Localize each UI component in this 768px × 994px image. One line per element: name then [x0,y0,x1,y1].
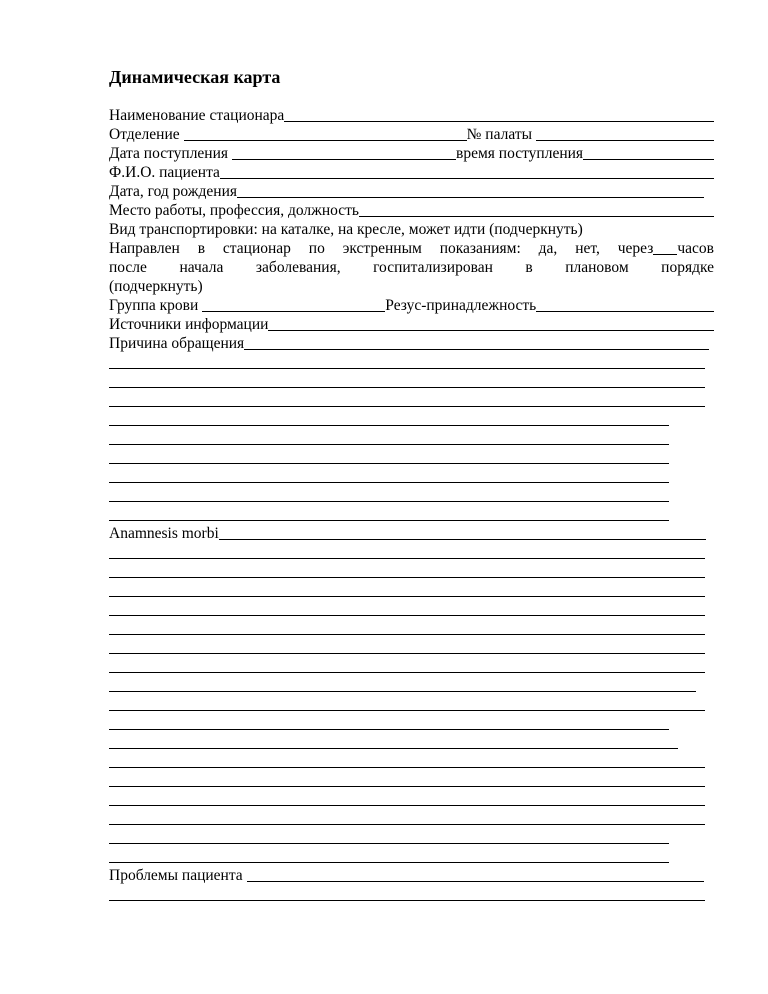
reason-blank-line[interactable] [109,486,714,505]
admission-date-line[interactable] [232,159,456,160]
problems-label: Проблемы пациента [109,867,243,884]
reason-blank-line[interactable] [109,429,714,448]
department-row [109,125,714,144]
reason-line[interactable] [244,349,709,350]
anamnesis-blank-line[interactable] [109,619,714,638]
department-label: Отделение [109,126,180,143]
anamnesis-row [109,524,714,543]
anamnesis-blank-line[interactable] [109,600,714,619]
blood-group-line[interactable] [202,311,385,312]
referral-text-a: Направлен в стационар по экстренным показаниям: да, нет, через [109,240,654,257]
blood-group-label: Группа крови [109,297,199,314]
hospital-name-line[interactable] [284,121,714,122]
admission-date-label: Дата поступления [109,145,229,162]
reason-blank-line[interactable] [109,372,714,391]
reason-blank-line[interactable] [109,505,714,524]
info-sources-label: Источники информации [109,316,269,333]
admission-time-label: время поступления [456,145,584,162]
admission-row [109,144,714,163]
anamnesis-blank-line[interactable] [109,790,714,809]
reason-blank-line[interactable] [109,391,714,410]
form-page [109,66,714,904]
referral-text-3: (подчеркнуть) [109,278,203,295]
reason-blank-line[interactable] [109,467,714,486]
anamnesis-blank-line[interactable] [109,714,714,733]
patient-name-label: Ф.И.О. пациента [109,164,220,181]
anamnesis-blank-line[interactable] [109,771,714,790]
ward-line[interactable] [536,140,714,141]
info-sources-row [109,315,714,334]
problems-blank-line[interactable] [109,885,714,904]
reason-label: Причина обращения [109,335,245,352]
rh-label: Резус-принадлежность [385,297,537,314]
workplace-row [109,201,714,220]
birth-date-label: Дата, год рождения [109,183,237,200]
patient-name-line[interactable] [220,178,714,179]
hospital-name-row [109,106,714,125]
anamnesis-label: Anamnesis morbi [109,525,219,542]
page-title: Динамическая карта [109,67,281,87]
anamnesis-blank-line[interactable] [109,581,714,600]
problems-row [109,866,714,885]
anamnesis-blank-line[interactable] [109,543,714,562]
transport-line: Вид транспортировки: на каталке, на кресле, может идти (подчеркнуть) [109,221,583,238]
anamnesis-blank-line[interactable] [109,676,714,695]
anamnesis-blank-line[interactable] [109,809,714,828]
blood-row [109,296,714,315]
ward-label: № палаты [466,126,533,143]
anamnesis-blank-line[interactable] [109,638,714,657]
reason-blank-line[interactable] [109,448,714,467]
problems-line[interactable] [247,881,704,882]
workplace-label: Место работы, профессия, должность [109,202,359,219]
referral-row-1 [109,239,714,258]
referral-text-b: часов [677,240,714,257]
anamnesis-blank-line[interactable] [109,828,714,847]
patient-name-row [109,163,714,182]
department-line[interactable] [184,140,467,141]
referral-text-2: после начала заболевания, госпитализирован в плановом порядке [109,259,714,276]
referral-hours-line[interactable] [653,254,677,255]
anamnesis-blank-line[interactable] [109,847,714,866]
anamnesis-blank-line[interactable] [109,695,714,714]
reason-row [109,334,714,353]
info-sources-line[interactable] [268,330,714,331]
anamnesis-line[interactable] [219,539,706,540]
reason-blank-line[interactable] [109,410,714,429]
rh-line[interactable] [536,311,714,312]
anamnesis-blank-line[interactable] [109,657,714,676]
workplace-line[interactable] [359,216,714,217]
birth-date-row [109,182,714,201]
reason-blank-line[interactable] [109,353,714,372]
anamnesis-blank-line[interactable] [109,752,714,771]
anamnesis-blank-line[interactable] [109,562,714,581]
hospital-name-label: Наименование стационара [109,107,285,124]
anamnesis-blank-line[interactable] [109,733,714,752]
admission-time-line[interactable] [583,159,714,160]
birth-date-line[interactable] [237,197,704,198]
